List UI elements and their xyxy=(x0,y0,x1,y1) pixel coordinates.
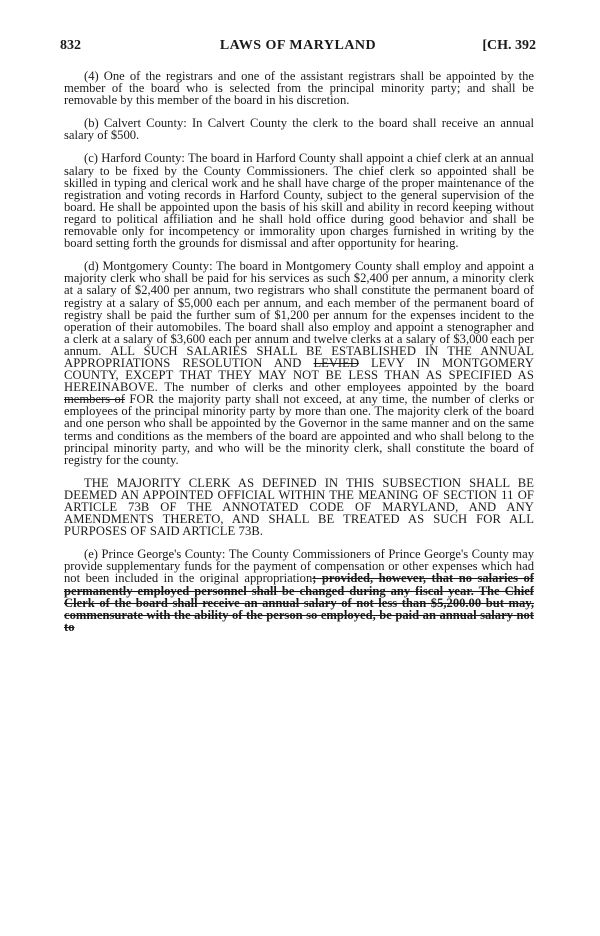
text-segment: (d) Montgomery County: The board in Montgomery County shall employ and appoint a majority clerk who shall be paid for his services as such $2,400 per annum, a minority clerk at a salary of $2,400 per annum, two registrars who shall constitute the permanent board of registry at a salary of $5,000 each per annum, and each member of the permanent board of registry shall be paid the further sum of $1,200 per annum for the expenses incident to the operation of their automobiles. The board shall also employ and appoint a stenographer and a clerk at a salary of $3,600 each per annum and twelve clerks at a salary of $3,000 each per annum. xyxy=(64,259,534,358)
text-segment: the majority party shall not exceed, at any time, the number of clerks or employees of the principal minority party by more than one. The majority clerk of the board and one person who shall be appointed by the Governor in the same manner and on the same terms and conditions as the members of the board are appointed and who shall belong to the principal minority party, and who will be the minority clerk, shall constitute the board of registry for the county. xyxy=(64,392,534,467)
chapter-label: [CH. 392 xyxy=(482,38,536,53)
inserted-text: LEVY IN MONTGOMERY COUNTY, EXCEPT THAT THEY MAY NOT BE LESS THAN AS SPECIFIED AS HEREINABOVE. xyxy=(64,355,534,395)
struck-text: LEVIED xyxy=(313,355,359,370)
struck-text: ; provided, however, that no salaries of permanently employed personnel shall be changed during any fiscal year. The Chief Clerk of the board shall receive an annual salary of not less than $5,200.00 but may, commensurate with the ability of the person so employed, be paid an annual salary not to xyxy=(64,571,534,634)
paragraph-d-montgomery xyxy=(64,260,534,466)
paragraph-c-harford: (c) Harford County: The board in Harford County shall appoint a chief clerk at an annual salary to be fixed by the County Commissioners. The chief clerk so appointed shall be skilled in typing and clerical work and he shall have charge of the proper maintenance of the registration and voting records in Harford County, subject to the general supervision of the board. He shall be appointed upon the basis of his skill and ability in record keeping without regard to political affiliation and he shall hold office during good behavior and shall be removable only for incompetency or immorality upon charges furnished in writing by the board setting forth the grounds for dismissal and after opportunity for hearing. xyxy=(64,151,534,251)
struck-text: members of xyxy=(64,392,125,407)
paragraph-e-prince-georges xyxy=(64,548,534,633)
text-segment: (e) Prince George's County: The County Commissioners of Prince George's County may provide supplementary funds for the payment of compensation or other expenses which had not been included in the original appropriation xyxy=(64,547,534,586)
document-body xyxy=(64,70,534,644)
page-number: 832 xyxy=(60,38,81,53)
text-segment: The number of clerks and other employees appointed by the board xyxy=(157,380,534,395)
paragraph-majority-clerk-insert: THE MAJORITY CLERK AS DEFINED IN THIS SUBSECTION SHALL BE DEEMED AN APPOINTED OFFICIAL WITHIN THE MEANING OF SECTION 11 OF ARTICLE 73B OF THE ANNOTATED CODE OF MARYLAND, AND ANY AMENDMENTS THERETO, AND SHALL BE TREATED AS SUCH FOR ALL PURPOSES OF SAID ARTICLE 73B. xyxy=(64,475,534,539)
inserted-text: FOR xyxy=(124,392,155,407)
inserted-text: ALL SUCH SALARIES SHALL BE ESTABLISHED IN THE ANNUAL APPROPRIATIONS RESOLUTION AND xyxy=(64,343,534,370)
running-title: LAWS OF MARYLAND xyxy=(219,38,377,53)
page-header xyxy=(60,38,536,58)
paragraph-4: (4) One of the registrars and one of the assistant registrars shall be appointed by the member of the board who is selected from the principal minority party; and shall be removable by this member of the board in his discretion. xyxy=(64,69,534,108)
paragraph-b-calvert: (b) Calvert County: In Calvert County the clerk to the board shall receive an annual salary of $500. xyxy=(64,116,534,143)
